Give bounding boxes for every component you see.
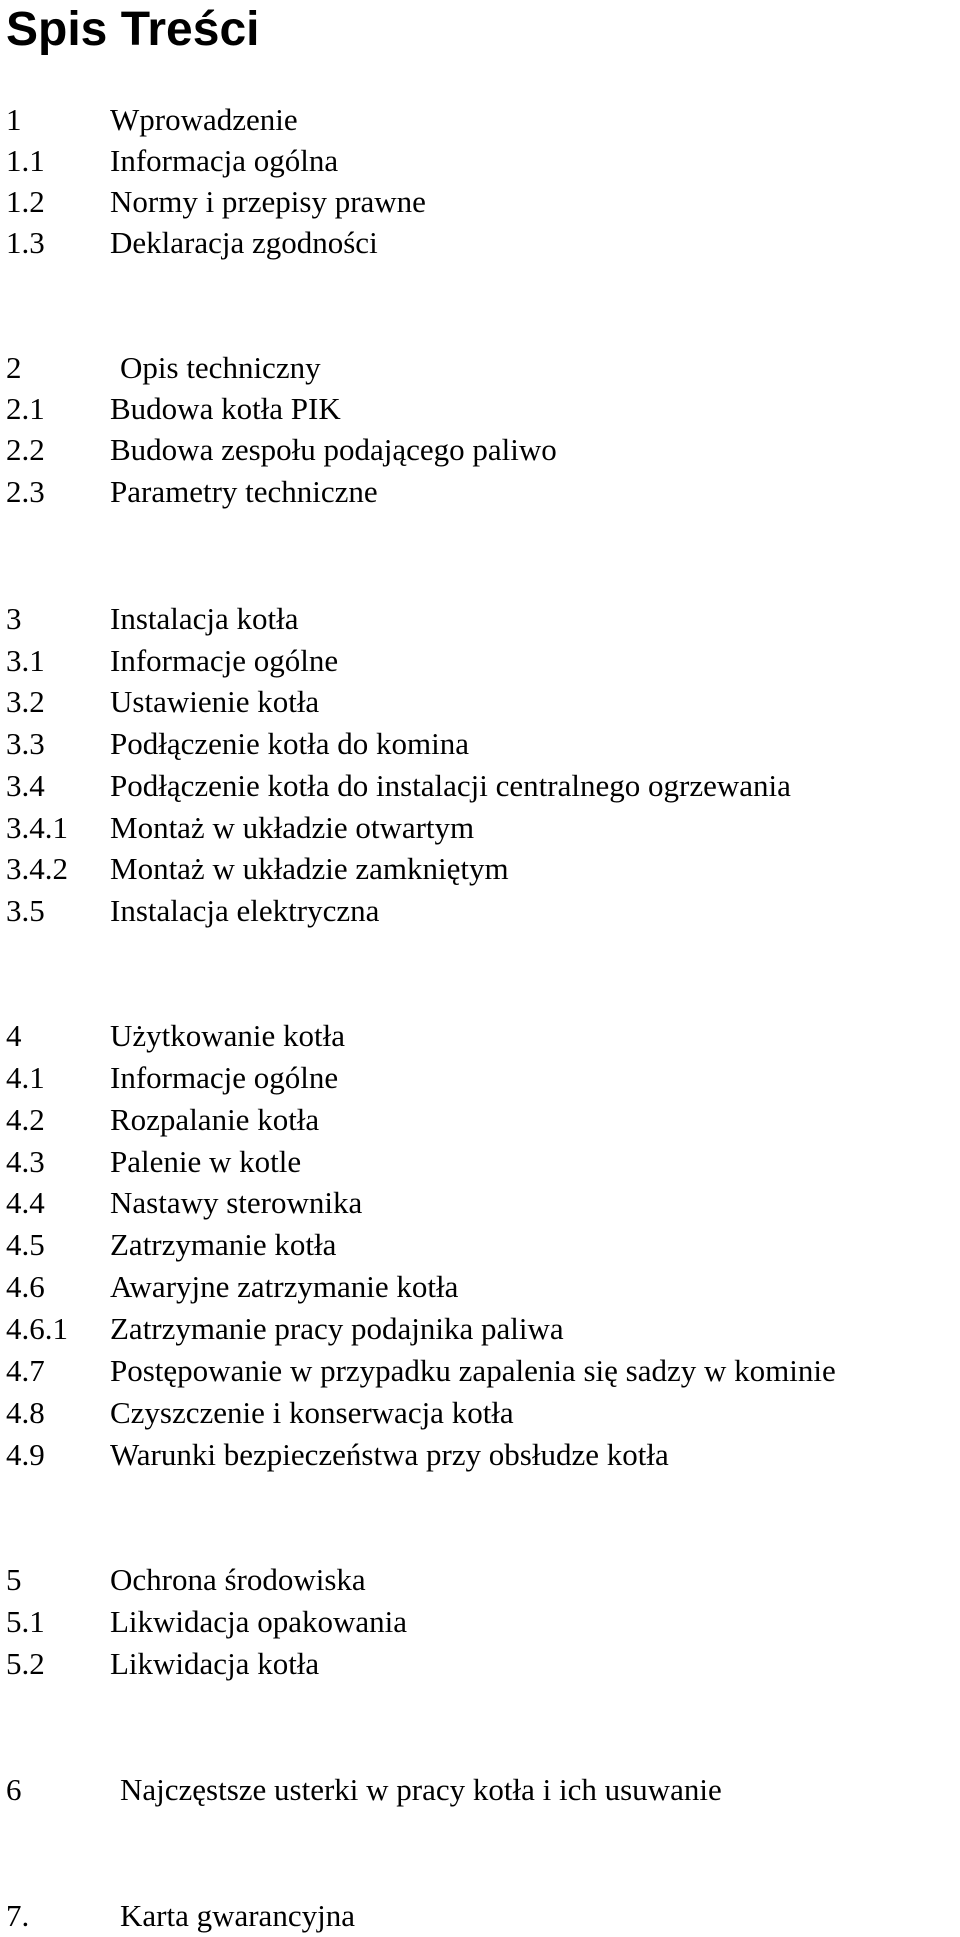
toc-entry-number: 3.2	[6, 684, 45, 719]
toc-entry	[0, 724, 960, 764]
toc-entry-number: 1.2	[6, 184, 45, 219]
toc-entry	[0, 1644, 960, 1684]
toc-entry-title: Palenie w kotle	[110, 1144, 302, 1179]
toc-entry-title: Awaryjne zatrzymanie kotła	[110, 1269, 459, 1304]
toc-entry-number: 7.	[6, 1898, 30, 1933]
toc-entry-title: Ustawienie kotła	[110, 684, 320, 719]
toc-entry-title: Opis techniczny	[120, 350, 321, 385]
toc-entry-number: 4.5	[6, 1227, 45, 1262]
toc-entry-number: 3.4.1	[6, 810, 68, 845]
toc-entry	[0, 100, 960, 140]
toc-entry	[0, 849, 960, 889]
toc-entry	[0, 1770, 960, 1810]
toc-entry-title: Montaż w układzie zamkniętym	[110, 851, 509, 886]
toc-entry	[0, 1309, 960, 1349]
toc-entry-number: 4	[6, 1018, 22, 1053]
toc-entry-title: Podłączenie kotła do komina	[110, 726, 469, 761]
toc-entry-number: 4.4	[6, 1185, 45, 1220]
toc-entry	[0, 472, 960, 512]
toc-entry-number: 6	[6, 1772, 22, 1807]
toc-entry	[0, 1560, 960, 1600]
toc-entry-title: Deklaracja zgodności	[110, 225, 378, 260]
toc-entry-number: 3.3	[6, 726, 45, 761]
toc-entry	[0, 1351, 960, 1391]
toc-entry-title: Postępowanie w przypadku zapalenia się sadzy w kominie	[110, 1353, 836, 1388]
toc-entry	[0, 766, 960, 806]
toc-entry	[0, 1016, 960, 1056]
toc-entry-number: 2.3	[6, 474, 45, 509]
toc-entry-number: 3.1	[6, 643, 45, 678]
toc-entry-title: Budowa kotła PIK	[110, 391, 341, 426]
toc-entry	[0, 641, 960, 681]
toc-entry-title: Informacje ogólne	[110, 643, 339, 678]
toc-entry	[0, 1267, 960, 1307]
toc-entry-title: Zatrzymanie pracy podajnika paliwa	[110, 1311, 564, 1346]
toc-entry	[0, 599, 960, 639]
page-title: Spis Treści	[6, 3, 260, 56]
toc-entry-number: 4.6	[6, 1269, 45, 1304]
toc-entry-number: 4.3	[6, 1144, 45, 1179]
toc-entry-title: Podłączenie kotła do instalacji centralnego ogrzewania	[110, 768, 791, 803]
toc-entry	[0, 141, 960, 181]
toc-entry	[0, 1183, 960, 1223]
toc-entry-number: 4.7	[6, 1353, 45, 1388]
toc-entry-title: Użytkowanie kotła	[110, 1018, 346, 1053]
toc-entry-number: 2.2	[6, 432, 45, 467]
toc-entry-number: 3.5	[6, 893, 45, 928]
toc-entry-number: 5.2	[6, 1646, 45, 1681]
toc-entry-number: 4.1	[6, 1060, 45, 1095]
toc-entry-title: Instalacja kotła	[110, 601, 299, 636]
toc-entry-title: Ochrona środowiska	[110, 1562, 366, 1597]
toc-entry-title: Nastawy sterownika	[110, 1185, 363, 1220]
toc-entry-number: 3.4	[6, 768, 45, 803]
toc-entry-number: 2	[6, 350, 22, 385]
toc-entry	[0, 223, 960, 263]
toc-entry-title: Czyszczenie i konserwacja kotła	[110, 1395, 514, 1430]
toc-entry-title: Instalacja elektryczna	[110, 893, 380, 928]
toc-entry	[0, 891, 960, 931]
toc-entry-number: 1.1	[6, 143, 45, 178]
toc-entry-title: Informacja ogólna	[110, 143, 339, 178]
toc-entry-number: 5.1	[6, 1604, 45, 1639]
toc-entry	[0, 1393, 960, 1433]
toc-entry	[0, 1142, 960, 1182]
toc-entry-number: 1	[6, 102, 22, 137]
toc-entry-number: 4.8	[6, 1395, 45, 1430]
toc-entry	[0, 1896, 960, 1936]
toc-entry-title: Budowa zespołu podającego paliwo	[110, 432, 557, 467]
toc-entry-title: Warunki bezpieczeństwa przy obsłudze kotła	[110, 1437, 669, 1472]
toc-entry	[0, 808, 960, 848]
toc-entry-title: Likwidacja kotła	[110, 1646, 320, 1681]
toc-entry-number: 1.3	[6, 225, 45, 260]
toc-entry	[0, 1602, 960, 1642]
toc-entry	[0, 182, 960, 222]
toc-entry-title: Wprowadzenie	[110, 102, 298, 137]
toc-entry-title: Normy i przepisy prawne	[110, 184, 426, 219]
toc-entry	[0, 389, 960, 429]
toc-entry	[0, 1100, 960, 1140]
toc-entry-title: Zatrzymanie kotła	[110, 1227, 337, 1262]
toc-entry	[0, 682, 960, 722]
toc-entry-title: Rozpalanie kotła	[110, 1102, 320, 1137]
toc-entry-title: Karta gwarancyjna	[120, 1898, 355, 1933]
toc-entry	[0, 348, 960, 388]
toc-entry-number: 3.4.2	[6, 851, 68, 886]
toc-entry-title: Likwidacja opakowania	[110, 1604, 407, 1639]
toc-entry-number: 5	[6, 1562, 22, 1597]
toc-entry-number: 4.6.1	[6, 1311, 68, 1346]
toc-entry-number: 4.9	[6, 1437, 45, 1472]
toc-entry-number: 2.1	[6, 391, 45, 426]
toc-entry-number: 3	[6, 601, 22, 636]
toc-entry-number: 4.2	[6, 1102, 45, 1137]
toc-entry	[0, 1225, 960, 1265]
toc-entry-title: Najczęstsze usterki w pracy kotła i ich usuwanie	[120, 1772, 722, 1807]
toc-entry	[0, 430, 960, 470]
toc-entry-title: Montaż w układzie otwartym	[110, 810, 475, 845]
toc-entry	[0, 1435, 960, 1475]
toc-entry-title: Informacje ogólne	[110, 1060, 339, 1095]
toc-entry-title: Parametry techniczne	[110, 474, 378, 509]
toc-entry	[0, 1058, 960, 1098]
